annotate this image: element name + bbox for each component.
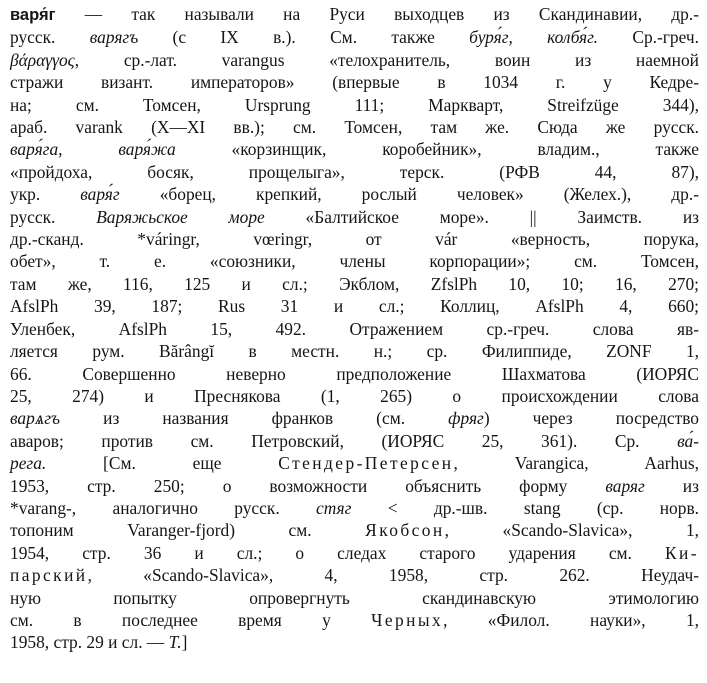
entry-text: 25, 274) и Преснякова (1, 265) о происхождении слова — [10, 385, 699, 406]
entry-text: см. в последнее время у — [10, 609, 372, 630]
entry-text: топоним Varanger-fjord) см. — [10, 520, 366, 541]
entry-text: ) через посредство — [483, 408, 699, 429]
entry-text: *varang-, аналогично русск. — [10, 497, 317, 518]
italic-term: βάραγγος — [10, 49, 75, 70]
entry-text: , «Scando-Slavica», 4, 1958, стр. 262. Неудач- — [87, 565, 699, 586]
italic-term: ва́- — [677, 430, 699, 451]
entry-text: 1958, стр. 29 и сл. — — [10, 632, 169, 653]
entry-line — [10, 206, 699, 228]
entry-text: др.-сканд. *váringr, vœringr, от vár «верность, порука, — [10, 229, 699, 250]
entry-text: ную попытку опровергнуть скандинавскую этимологию — [10, 587, 699, 608]
entry-text: «пройдоха, босяк, прощелыга», терск. (РФВ 44, 87), — [10, 161, 699, 182]
entry-text: ляется рум. Bărângĭ в местн. н.; ср. Филиппиде, ZONF 1, — [10, 341, 699, 362]
entry-text: русск. — [10, 27, 90, 48]
entry-line — [10, 250, 699, 272]
italic-term: стяг — [316, 497, 352, 518]
entry-line — [10, 363, 699, 385]
entry-text: Ср.-греч. — [598, 27, 699, 48]
entry-text: русск. — [10, 206, 97, 227]
entry-text: < др.-шв. stang (ср. норв. — [351, 497, 700, 518]
entry-line — [10, 542, 699, 564]
entry-line — [10, 183, 699, 205]
italic-term: буря́г, колбя́г. — [469, 27, 599, 48]
headword: варя́г — [10, 6, 56, 24]
entry-line — [10, 138, 699, 160]
entry-line — [10, 273, 699, 295]
entry-line — [10, 26, 699, 48]
italic-term: рега. — [10, 453, 47, 474]
italic-term: фряг — [448, 408, 484, 429]
entry-text: , ср.-лат. varangus «телохранитель, воин из наемной — [74, 49, 699, 70]
entry-text: укр. — [10, 184, 81, 205]
italic-term: варя́г — [80, 184, 120, 205]
entry-text: из названия франков (см. — [60, 408, 449, 429]
italic-term: Варяжьское море — [96, 206, 265, 227]
italic-term: варяг — [605, 475, 645, 496]
italic-term: варягъ — [89, 27, 139, 48]
entry-line — [10, 3, 699, 26]
entry-text: , «Филол. науки», 1, — [443, 609, 700, 630]
entry-text: AfslPh 39, 187; Rus 31 и сл.; Коллиц, AfslPh 4, 660; — [10, 296, 699, 317]
entry-text: — так называли на Руси выходцев из Скандинавии, др.- — [55, 4, 699, 24]
entry-line — [10, 49, 699, 71]
spaced-author-name: Ки- — [664, 542, 699, 563]
entry-text: из — [644, 475, 699, 496]
entry-line — [10, 519, 699, 541]
entry-line — [10, 318, 699, 340]
italic-term: варѧгъ — [10, 408, 61, 429]
entry-line — [10, 430, 699, 452]
entry-text: араб. varank (X—XI вв.); см. Томсен, там же. Сюда же русск. — [10, 117, 699, 138]
italic-term: варя́га, варя́жа — [10, 139, 176, 160]
entry-text: «борец, крепкий, рослый человек» (Желех.), др.- — [119, 184, 699, 205]
entry-text: «Балтийское море». || Заимств. из — [264, 206, 699, 227]
spaced-author-name: парский — [10, 565, 88, 586]
entry-line — [10, 587, 699, 609]
entry-line — [10, 564, 699, 586]
entry-text: 1954, стр. 36 и сл.; о следах старого ударения см. — [10, 542, 665, 563]
italic-term: Т. — [168, 632, 182, 653]
spaced-author-name: Черных — [371, 609, 444, 630]
entry-text: (с IX в.). См. также — [138, 27, 470, 48]
entry-line — [10, 161, 699, 183]
entry-text: 1953, стр. 250; о возможности объяснить форму — [10, 475, 606, 496]
entry-text: ] — [181, 632, 188, 653]
entry-line — [10, 497, 699, 519]
entry-text: , Varangica, Aarhus, — [453, 453, 699, 474]
entry-text: стражи визант. императоров» (впервые в 1034 г. у Кедре- — [10, 72, 699, 93]
entry-line — [10, 452, 699, 474]
entry-line — [10, 295, 699, 317]
entry-text: «корзинщик, коробейник», владим., также — [175, 139, 699, 160]
entry-text: на; см. Томсен, Ursprung 111; Маркварт, Streifzüge 344), — [10, 94, 699, 115]
entry-text: обет», т. е. «союзники, члены корпорации»; см. Томсен, — [10, 251, 699, 272]
entry-line — [10, 609, 699, 631]
dictionary-entry-varyag — [10, 3, 699, 654]
entry-line — [10, 631, 699, 653]
entry-text: там же, 116, 125 и сл.; Экблом, ZfslPh 10, 10; 16, 270; — [10, 273, 699, 294]
entry-text: 66. Совершенно неверно предположение Шахматова (ИОРЯС — [10, 363, 699, 384]
entry-text: аваров; против см. Петровский, (ИОРЯС 25, 361). Ср. — [10, 430, 678, 451]
entry-line — [10, 71, 699, 93]
entry-text: , «Scando-Slavica», 1, — [444, 520, 700, 541]
entry-line — [10, 475, 699, 497]
spaced-author-name: Якобсон — [365, 520, 445, 541]
entry-line — [10, 340, 699, 362]
entry-line — [10, 116, 699, 138]
entry-line — [10, 385, 699, 407]
entry-line — [10, 94, 699, 116]
entry-text: [См. еще — [46, 453, 279, 474]
spaced-author-name: Стендер-Петерсен — [278, 453, 454, 474]
entry-text: Уленбек, AfslPh 15, 492. Отражением ср.-греч. слова яв- — [10, 318, 699, 339]
entry-line — [10, 228, 699, 250]
entry-line — [10, 407, 699, 429]
